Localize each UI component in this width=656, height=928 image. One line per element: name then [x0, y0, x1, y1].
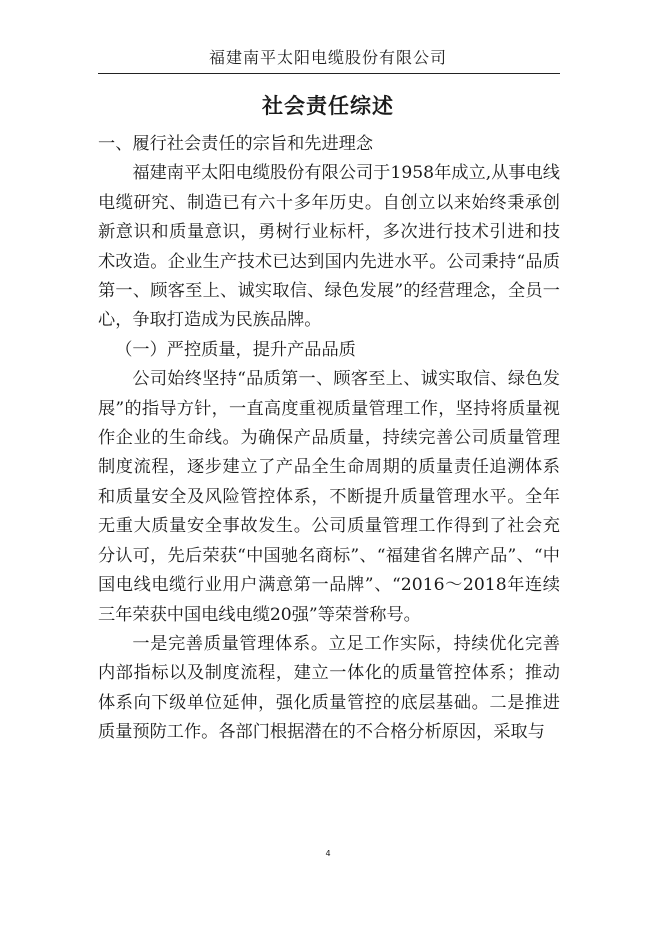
- paragraph: 公司始终坚持“品质第一、顾客至上、诚实取信、绿色发展”的指导方针，一直高度重视质量管理工作，坚持将质量视作企业的生命线。为确保产品质量，持续完善公司质量管理制度流程，逐步建立了产品全生命周期的质量责任追溯体系和质量安全及风险管控体系，不断提升质量管理水平。全年无重大质量安全事故发生。公司质量管理工作得到了社会充分认可，先后荣获“中国驰名商标”、“福建省名牌产品”、“中国电线电缆行业用户满意第一品牌”、“2016～2018年连续三年荣获中国电线电缆20强”等荣誉称号。: [98, 369, 560, 625]
- section-heading: 一、履行社会责任的宗旨和先进理念: [98, 134, 374, 154]
- document-title: 社会责任综述: [262, 94, 394, 118]
- subsection-heading: （一）严控质量，提升产品品质: [115, 339, 356, 360]
- paragraph: 福建南平太阳电缆股份有限公司于1958年成立,从事电线电缆研究、制造已有六十多年历史。自创立以来始终秉承创新意识和质量意识，勇树行业标杆，多次进行技术引进和技术改造。企业生产技术已达到国内先进水平。公司秉持“品质第一、顾客至上、诚实取信、绿色发展”的经营理念，全员一心，争取打造成为民族品牌。: [98, 163, 560, 331]
- document-body: [98, 130, 560, 748]
- header-rule: [98, 73, 560, 74]
- paragraph: 一是完善质量管理体系。立足工作实际，持续优化完善内部指标以及制度流程，建立一体化的质量管控体系；推动体系向下级单位延伸，强化质量管控的底层基础。二是推进质量预防工作。各部门根据潜在的不合格分析原因，采取与: [98, 633, 560, 743]
- running-header: 福建南平太阳电缆股份有限公司: [208, 48, 447, 67]
- page-number: 4: [325, 849, 331, 858]
